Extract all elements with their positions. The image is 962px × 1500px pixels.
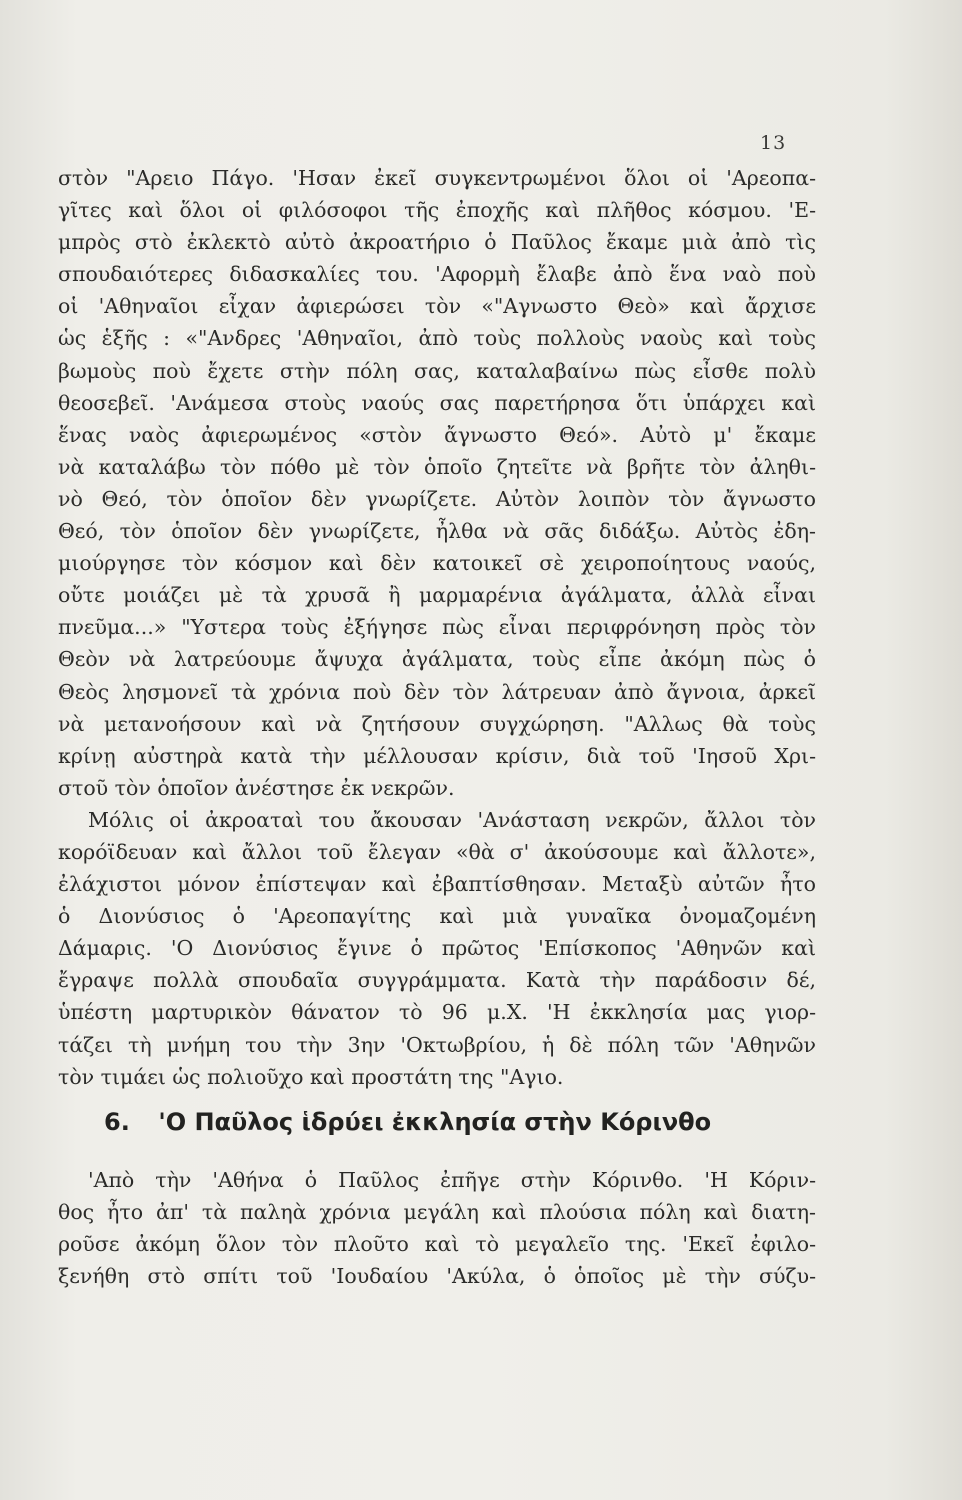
text-line: μπρὸς στὸ ἐκλεκτὸ αὐτὸ ἀκροατήριο ὁ Παῦλος ἔκαμε μιὰ ἀπὸ τὶς — [58, 230, 816, 255]
text-line: γῖτες καὶ ὅλοι οἱ φιλόσοφοι τῆς ἐποχῆς καὶ πλῆθος κόσμου. 'Ε- — [58, 198, 816, 223]
text-line: τάζει τὴ μνήμη του τὴν 3ην 'Οκτωβρίου, ἡ δὲ πόλη τῶν 'Αθηνῶν — [58, 1032, 816, 1057]
text-line: πνεῦμα...» "Υστερα τοὺς ἐξήγησε πὼς εἶναι περιφρόνηση πρὸς τὸν — [58, 615, 816, 640]
text-line: ἔγραψε πολλὰ σπουδαῖα συγγράμματα. Κατὰ τὴν παράδοσιν δέ, — [58, 968, 816, 993]
text-line: νὰ μετανοήσουν καὶ νὰ ζητήσουν συγχώρηση. "Αλλως θὰ τοὺς — [58, 711, 816, 736]
text-line: βωμοὺς ποὺ ἔχετε στὴν πόλη σας, καταλαβαίνω πὼς εἶσθε πολὺ — [58, 358, 816, 383]
text-line: στοῦ τὸν ὁποῖον ἀνέστησε ἐκ νεκρῶν. — [58, 775, 455, 800]
text-line: θος ἦτο ἀπ' τὰ παληὰ χρόνια μεγάλη καὶ πλούσια πόλη καὶ διατη- — [58, 1200, 816, 1225]
text-line: ὑπέστη μαρτυρικὸν θάνατον τὸ 96 μ.Χ. 'Η ἐκκλησία μας γιορ- — [58, 1000, 816, 1025]
text-line: Θεὸν νὰ λατρεύουμε ἄψυχα ἀγάλματα, τοὺς εἶπε ἀκόμη πὼς ὁ — [58, 647, 816, 672]
text-line: ξενήθη στὸ σπίτι τοῦ 'Ιουδαίου 'Ακύλα, ὁ ὁποῖος μὲ τὴν σύζυ- — [58, 1264, 816, 1289]
text-line: ἐλάχιστοι μόνον ἐπίστεψαν καὶ ἐβαπτίσθησαν. Μεταξὺ αὐτῶν ἦτο — [58, 872, 816, 897]
page-number: 13 — [760, 132, 787, 154]
text-line: κρίνῃ αὐστηρὰ κατὰ τὴν μέλλουσαν κρίσιν, διὰ τοῦ 'Ιησοῦ Χρι- — [58, 743, 816, 768]
text-line: ὁ Διονύσιος ὁ 'Αρεοπαγίτης καὶ μιὰ γυναῖκα ὀνομαζομένη — [58, 904, 816, 929]
text-line: Θεό, τὸν ὁποῖον δὲν γνωρίζετε, ἦλθα νὰ σᾶς διδάξω. Αὐτὸς ἐδη- — [58, 519, 816, 544]
text-line: Μόλις οἱ ἀκροαταὶ του ἄκουσαν 'Ανάσταση νεκρῶν, ἄλλοι τὸν — [88, 807, 816, 832]
text-line: στὸν "Αρειο Πάγο. 'Ησαν ἐκεῖ συγκεντρωμένοι ὅλοι οἱ 'Αρεοπα- — [58, 166, 816, 190]
section-number: 6. — [104, 1108, 130, 1136]
body-text-top — [58, 162, 816, 1093]
text-line: ροῦσε ἀκόμη ὅλον τὸν πλοῦτο καὶ τὸ μεγαλεῖο της. 'Εκεῖ ἐφιλο- — [58, 1232, 816, 1257]
text-line: Θεὸς λησμονεῖ τὰ χρόνια ποὺ δὲν τὸν λάτρευαν ἀπὸ ἄγνοια, ἀρκεῖ — [58, 679, 816, 704]
section-heading — [104, 1108, 804, 1136]
text-line: κορόϊδευαν καὶ ἄλλοι τοῦ ἔλεγαν «θὰ σ' ἀκούσουμε καὶ ἄλλοτε», — [58, 839, 816, 864]
text-line: μιούργησε τὸν κόσμον καὶ δὲν κατοικεῖ σὲ χειροποίητους ναούς, — [58, 551, 816, 576]
text-line: τὸν τιμάει ὡς πολιοῦχο καὶ προστάτη της "Αγιο. — [58, 1064, 564, 1089]
text-line: σπουδαιότερες διδασκαλίες του. 'Αφορμὴ ἔλαβε ἀπὸ ἕνα ναὸ ποὺ — [58, 262, 816, 287]
text-line: νὸ Θεό, τὸν ὁποῖον δὲν γνωρίζετε. Αὐτὸν λοιπὸν τὸν ἄγνωστο — [58, 486, 816, 511]
body-text-bottom — [58, 1164, 816, 1292]
text-line: θεοσεβεῖ. 'Ανάμεσα στοὺς ναούς σας παρετήρησα ὅτι ὑπάρχει καὶ — [58, 390, 816, 415]
text-line: ὡς ἑξῆς : «"Ανδρες 'Αθηναῖοι, ἀπὸ τοὺς πολλοὺς ναοὺς καὶ τοὺς — [58, 326, 816, 351]
text-line: νὰ καταλάβω τὸν πόθο μὲ τὸν ὁποῖο ζητεῖτε νὰ βρῆτε τὸν ἀληθι- — [58, 454, 816, 479]
section-title: 'Ο Παῦλος ἱδρύει ἐκκλησία στὴν Κόρινθο — [158, 1108, 712, 1136]
text-line: οὔτε μοιάζει μὲ τὰ χρυσᾶ ἢ μαρμαρένια ἀγάλματα, ἀλλὰ εἶναι — [58, 583, 816, 608]
text-line: 'Απὸ τὴν 'Αθήνα ὁ Παῦλος ἐπῆγε στὴν Κόρινθο. 'Η Κόριν- — [88, 1168, 816, 1192]
text-line: οἱ 'Αθηναῖοι εἶχαν ἀφιερώσει τὸν «"Αγνωστο Θεὸ» καὶ ἄρχισε — [58, 294, 816, 319]
text-line: ἕνας ναὸς ἀφιερωμένος «στὸν ἄγνωστο Θεό». Αὐτὸ μ' ἔκαμε — [58, 422, 816, 447]
text-line: Δάμαρις. 'Ο Διονύσιος ἔγινε ὁ πρῶτος 'Επίσκοπος 'Αθηνῶν καὶ — [58, 936, 816, 961]
